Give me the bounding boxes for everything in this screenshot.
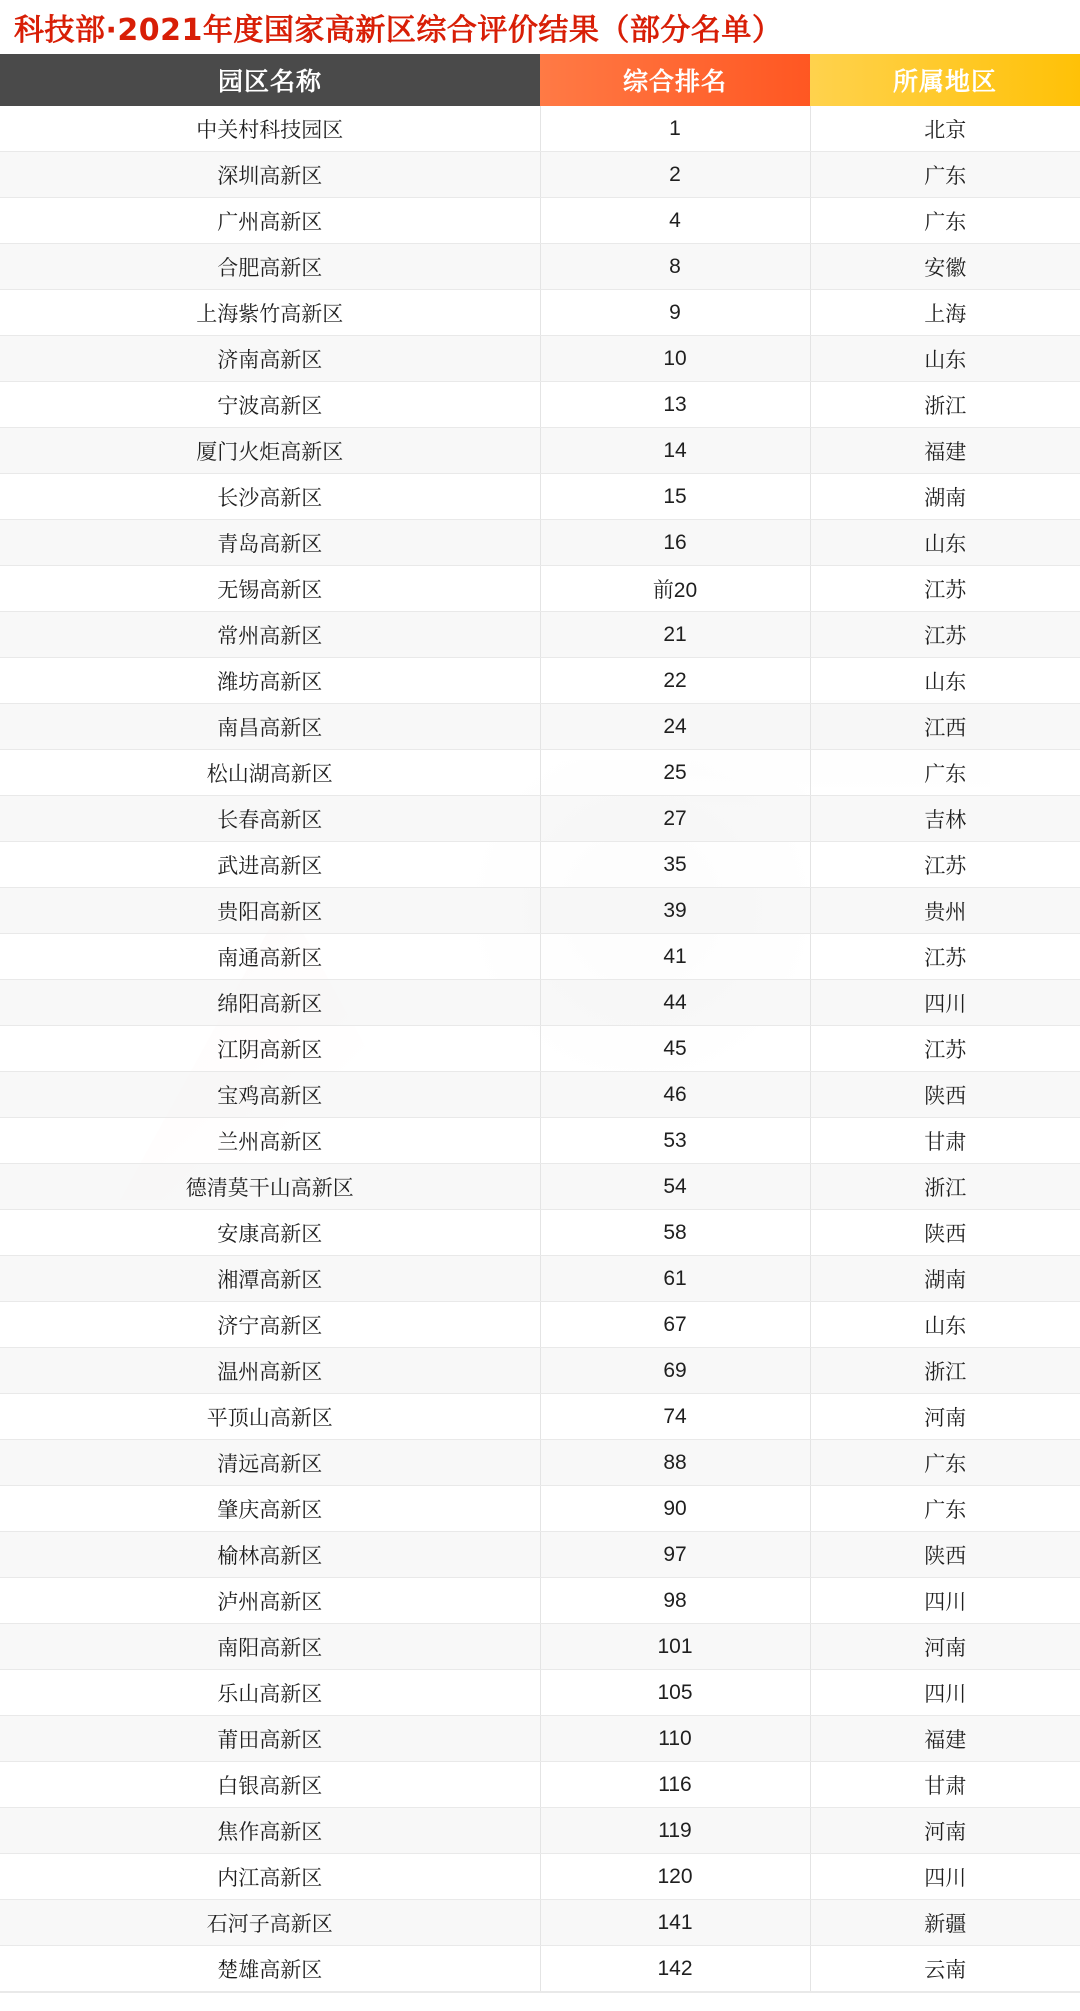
cell-park-name: 莆田高新区 [0, 1716, 540, 1762]
table-row [0, 1946, 1080, 1992]
cell-park-name: 上海紫竹高新区 [0, 290, 540, 336]
cell-rank: 61 [540, 1256, 810, 1302]
cell-park-name: 江阴高新区 [0, 1026, 540, 1072]
cell-park-name: 潍坊高新区 [0, 658, 540, 704]
table-row [0, 1532, 1080, 1578]
cell-region: 浙江 [810, 1164, 1080, 1210]
cell-park-name: 深圳高新区 [0, 152, 540, 198]
cell-region: 江苏 [810, 934, 1080, 980]
column-header-name: 园区名称 [0, 54, 540, 106]
table-row [0, 474, 1080, 520]
table-row [0, 704, 1080, 750]
table-row [0, 106, 1080, 152]
cell-rank: 105 [540, 1670, 810, 1716]
cell-rank: 2 [540, 152, 810, 198]
cell-rank: 16 [540, 520, 810, 566]
cell-region: 北京 [810, 106, 1080, 152]
cell-park-name: 武进高新区 [0, 842, 540, 888]
table-row [0, 382, 1080, 428]
table-row [0, 888, 1080, 934]
cell-rank: 119 [540, 1808, 810, 1854]
cell-rank: 90 [540, 1486, 810, 1532]
cell-region: 山东 [810, 336, 1080, 382]
cell-region: 陕西 [810, 1072, 1080, 1118]
cell-park-name: 宝鸡高新区 [0, 1072, 540, 1118]
cell-region: 广东 [810, 1486, 1080, 1532]
table-row [0, 244, 1080, 290]
table-row [0, 1256, 1080, 1302]
cell-region: 四川 [810, 1670, 1080, 1716]
table-row [0, 152, 1080, 198]
cell-rank: 141 [540, 1900, 810, 1946]
cell-rank: 14 [540, 428, 810, 474]
cell-rank: 39 [540, 888, 810, 934]
table-header-row [0, 54, 1080, 106]
table-header [0, 54, 1080, 106]
table-row [0, 1302, 1080, 1348]
table-row [0, 1808, 1080, 1854]
cell-rank: 44 [540, 980, 810, 1026]
cell-rank: 27 [540, 796, 810, 842]
table-row [0, 336, 1080, 382]
table-row [0, 1348, 1080, 1394]
cell-rank: 53 [540, 1118, 810, 1164]
cell-park-name: 长沙高新区 [0, 474, 540, 520]
cell-park-name: 楚雄高新区 [0, 1946, 540, 1992]
cell-region: 广东 [810, 198, 1080, 244]
cell-park-name: 焦作高新区 [0, 1808, 540, 1854]
page-title [0, 0, 1080, 54]
cell-region: 山东 [810, 520, 1080, 566]
cell-park-name: 内江高新区 [0, 1854, 540, 1900]
footer-strip [0, 1992, 1080, 2011]
table-row [0, 934, 1080, 980]
table-row [0, 428, 1080, 474]
cell-park-name: 乐山高新区 [0, 1670, 540, 1716]
cell-region: 上海 [810, 290, 1080, 336]
table-row [0, 1440, 1080, 1486]
cell-park-name: 济南高新区 [0, 336, 540, 382]
cell-region: 福建 [810, 1716, 1080, 1762]
table-row [0, 290, 1080, 336]
cell-region: 浙江 [810, 1348, 1080, 1394]
cell-region: 安徽 [810, 244, 1080, 290]
cell-region: 江苏 [810, 566, 1080, 612]
cell-region: 吉林 [810, 796, 1080, 842]
table-row [0, 1210, 1080, 1256]
cell-park-name: 无锡高新区 [0, 566, 540, 612]
cell-rank: 前20 [540, 566, 810, 612]
table-row [0, 1578, 1080, 1624]
cell-rank: 1 [540, 106, 810, 152]
cell-park-name: 平顶山高新区 [0, 1394, 540, 1440]
cell-region: 江苏 [810, 1026, 1080, 1072]
table-row [0, 1716, 1080, 1762]
cell-rank: 67 [540, 1302, 810, 1348]
cell-park-name: 白银高新区 [0, 1762, 540, 1808]
column-header-region: 所属地区 [810, 54, 1080, 106]
table-row [0, 1164, 1080, 1210]
table-row [0, 520, 1080, 566]
cell-park-name: 中关村科技园区 [0, 106, 540, 152]
cell-rank: 97 [540, 1532, 810, 1578]
cell-rank: 35 [540, 842, 810, 888]
table-row [0, 566, 1080, 612]
cell-rank: 142 [540, 1946, 810, 1992]
cell-region: 河南 [810, 1808, 1080, 1854]
table-row [0, 1394, 1080, 1440]
cell-region: 云南 [810, 1946, 1080, 1992]
cell-park-name: 肇庆高新区 [0, 1486, 540, 1532]
table-body [0, 106, 1080, 1992]
cell-region: 四川 [810, 1854, 1080, 1900]
cell-park-name: 绵阳高新区 [0, 980, 540, 1026]
cell-park-name: 湘潭高新区 [0, 1256, 540, 1302]
cell-rank: 25 [540, 750, 810, 796]
cell-region: 贵州 [810, 888, 1080, 934]
cell-rank: 8 [540, 244, 810, 290]
cell-rank: 98 [540, 1578, 810, 1624]
table-row [0, 1762, 1080, 1808]
cell-region: 河南 [810, 1394, 1080, 1440]
cell-region: 江西 [810, 704, 1080, 750]
table-row [0, 1026, 1080, 1072]
cell-region: 广东 [810, 1440, 1080, 1486]
cell-park-name: 温州高新区 [0, 1348, 540, 1394]
cell-rank: 41 [540, 934, 810, 980]
cell-park-name: 松山湖高新区 [0, 750, 540, 796]
cell-rank: 10 [540, 336, 810, 382]
cell-rank: 21 [540, 612, 810, 658]
cell-park-name: 兰州高新区 [0, 1118, 540, 1164]
table-row [0, 1854, 1080, 1900]
table-row [0, 198, 1080, 244]
page-title-text: 科技部·2021年度国家高新区综合评价结果（部分名单） [14, 13, 783, 48]
cell-rank: 101 [540, 1624, 810, 1670]
cell-region: 陕西 [810, 1532, 1080, 1578]
cell-region: 四川 [810, 980, 1080, 1026]
cell-region: 河南 [810, 1624, 1080, 1670]
cell-region: 山东 [810, 658, 1080, 704]
cell-park-name: 常州高新区 [0, 612, 540, 658]
cell-park-name: 南昌高新区 [0, 704, 540, 750]
table-row [0, 1072, 1080, 1118]
cell-park-name: 长春高新区 [0, 796, 540, 842]
cell-park-name: 广州高新区 [0, 198, 540, 244]
cell-rank: 120 [540, 1854, 810, 1900]
cell-region: 四川 [810, 1578, 1080, 1624]
cell-rank: 4 [540, 198, 810, 244]
cell-park-name: 清远高新区 [0, 1440, 540, 1486]
cell-rank: 15 [540, 474, 810, 520]
cell-rank: 9 [540, 290, 810, 336]
cell-park-name: 厦门火炬高新区 [0, 428, 540, 474]
cell-park-name: 安康高新区 [0, 1210, 540, 1256]
cell-rank: 58 [540, 1210, 810, 1256]
cell-region: 江苏 [810, 612, 1080, 658]
cell-region: 湖南 [810, 474, 1080, 520]
cell-rank: 110 [540, 1716, 810, 1762]
cell-region: 浙江 [810, 382, 1080, 428]
cell-rank: 116 [540, 1762, 810, 1808]
table-row [0, 842, 1080, 888]
cell-region: 新疆 [810, 1900, 1080, 1946]
table-row [0, 658, 1080, 704]
cell-rank: 13 [540, 382, 810, 428]
cell-park-name: 南通高新区 [0, 934, 540, 980]
table-row [0, 1624, 1080, 1670]
cell-rank: 69 [540, 1348, 810, 1394]
table-row [0, 750, 1080, 796]
cell-park-name: 石河子高新区 [0, 1900, 540, 1946]
cell-rank: 46 [540, 1072, 810, 1118]
table-row [0, 1670, 1080, 1716]
cell-rank: 24 [540, 704, 810, 750]
table-row [0, 980, 1080, 1026]
cell-region: 甘肃 [810, 1762, 1080, 1808]
cell-region: 江苏 [810, 842, 1080, 888]
cell-park-name: 南阳高新区 [0, 1624, 540, 1670]
table-row [0, 796, 1080, 842]
cell-region: 湖南 [810, 1256, 1080, 1302]
table-row [0, 1118, 1080, 1164]
cell-region: 广东 [810, 152, 1080, 198]
cell-rank: 45 [540, 1026, 810, 1072]
cell-region: 山东 [810, 1302, 1080, 1348]
cell-region: 陕西 [810, 1210, 1080, 1256]
ranking-table [0, 54, 1080, 1992]
cell-park-name: 宁波高新区 [0, 382, 540, 428]
cell-park-name: 德清莫干山高新区 [0, 1164, 540, 1210]
table-row [0, 612, 1080, 658]
cell-park-name: 榆林高新区 [0, 1532, 540, 1578]
column-header-rank: 综合排名 [540, 54, 810, 106]
cell-park-name: 泸州高新区 [0, 1578, 540, 1624]
cell-region: 广东 [810, 750, 1080, 796]
cell-region: 甘肃 [810, 1118, 1080, 1164]
cell-rank: 88 [540, 1440, 810, 1486]
cell-rank: 54 [540, 1164, 810, 1210]
cell-park-name: 青岛高新区 [0, 520, 540, 566]
cell-park-name: 合肥高新区 [0, 244, 540, 290]
cell-park-name: 济宁高新区 [0, 1302, 540, 1348]
cell-rank: 22 [540, 658, 810, 704]
table-row [0, 1486, 1080, 1532]
cell-rank: 74 [540, 1394, 810, 1440]
cell-park-name: 贵阳高新区 [0, 888, 540, 934]
cell-region: 福建 [810, 428, 1080, 474]
table-row [0, 1900, 1080, 1946]
